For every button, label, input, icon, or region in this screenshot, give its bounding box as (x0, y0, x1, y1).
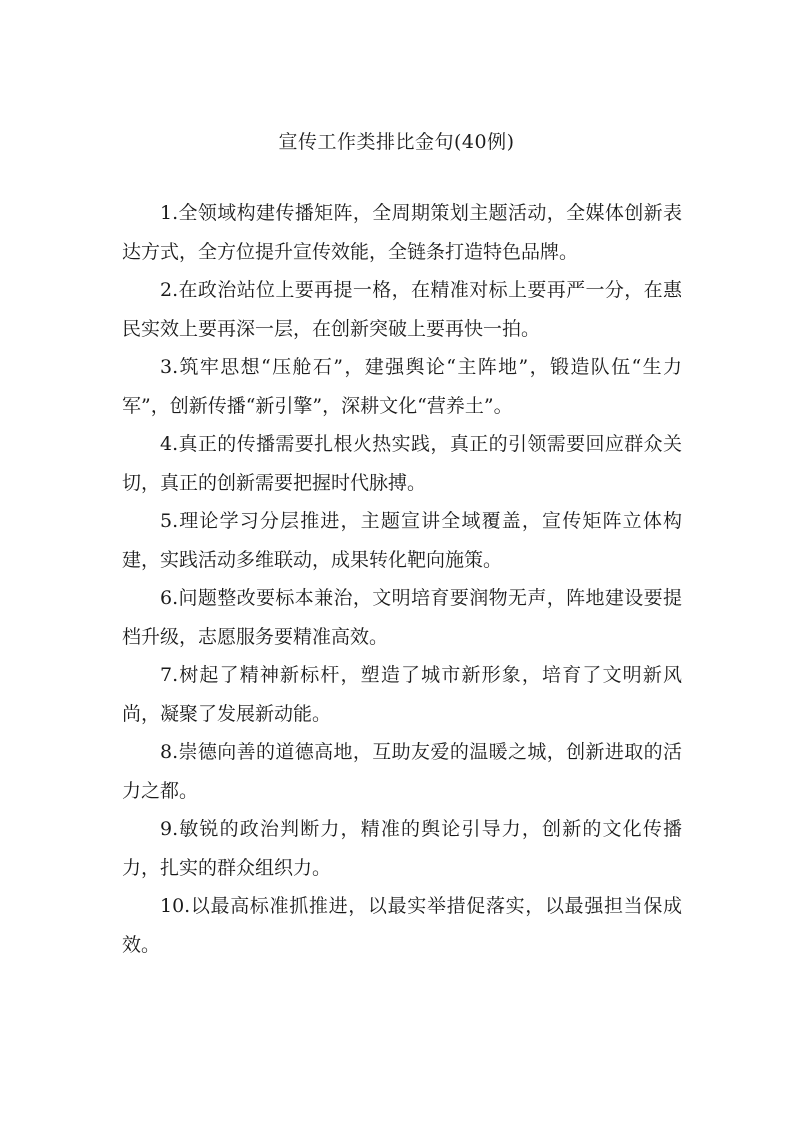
paragraph-10: 10.以最高标准抓推进，以最实举措促落实，以最强担当保成效。 (122, 895, 682, 956)
paragraph-6: 6.问题整改要标本兼治，文明培育要润物无声，阵地建设要提档升级，志愿服务要精准高效。 (122, 587, 682, 648)
paragraph-1: 1.全领域构建传播矩阵，全周期策划主题活动，全媒体创新表达方式，全方位提升宣传效能，全链条打造特色品牌。 (122, 202, 682, 263)
document-title: 宣传工作类排比金句(40例) (278, 131, 515, 153)
paragraph-9: 9.敏锐的政治判断力，精准的舆论引导力，创新的文化传播力，扎实的群众组织力。 (122, 818, 682, 879)
document-body (122, 194, 682, 964)
paragraph-4: 4.真正的传播需要扎根火热实践，真正的引领需要回应群众关切，真正的创新需要把握时代脉搏。 (122, 433, 682, 494)
paragraph-8: 8.崇德向善的道德高地，互助友爱的温暖之城，创新进取的活力之都。 (122, 741, 682, 802)
paragraph-7: 7.树起了精神新标杆，塑造了城市新形象，培育了文明新风尚，凝聚了发展新动能。 (122, 664, 682, 725)
paragraph-2: 2.在政治站位上要再提一格，在精准对标上要再严一分，在惠民实效上要再深一层，在创新突破上要再快一拍。 (122, 279, 682, 340)
paragraph-5: 5.理论学习分层推进，主题宣讲全域覆盖，宣传矩阵立体构建，实践活动多维联动，成果转化靶向施策。 (122, 510, 682, 571)
paragraph-3: 3.筑牢思想“压舱石”，建强舆论“主阵地”，锻造队伍“生力军”，创新传播“新引擎”，深耕文化“营养土”。 (122, 356, 682, 417)
